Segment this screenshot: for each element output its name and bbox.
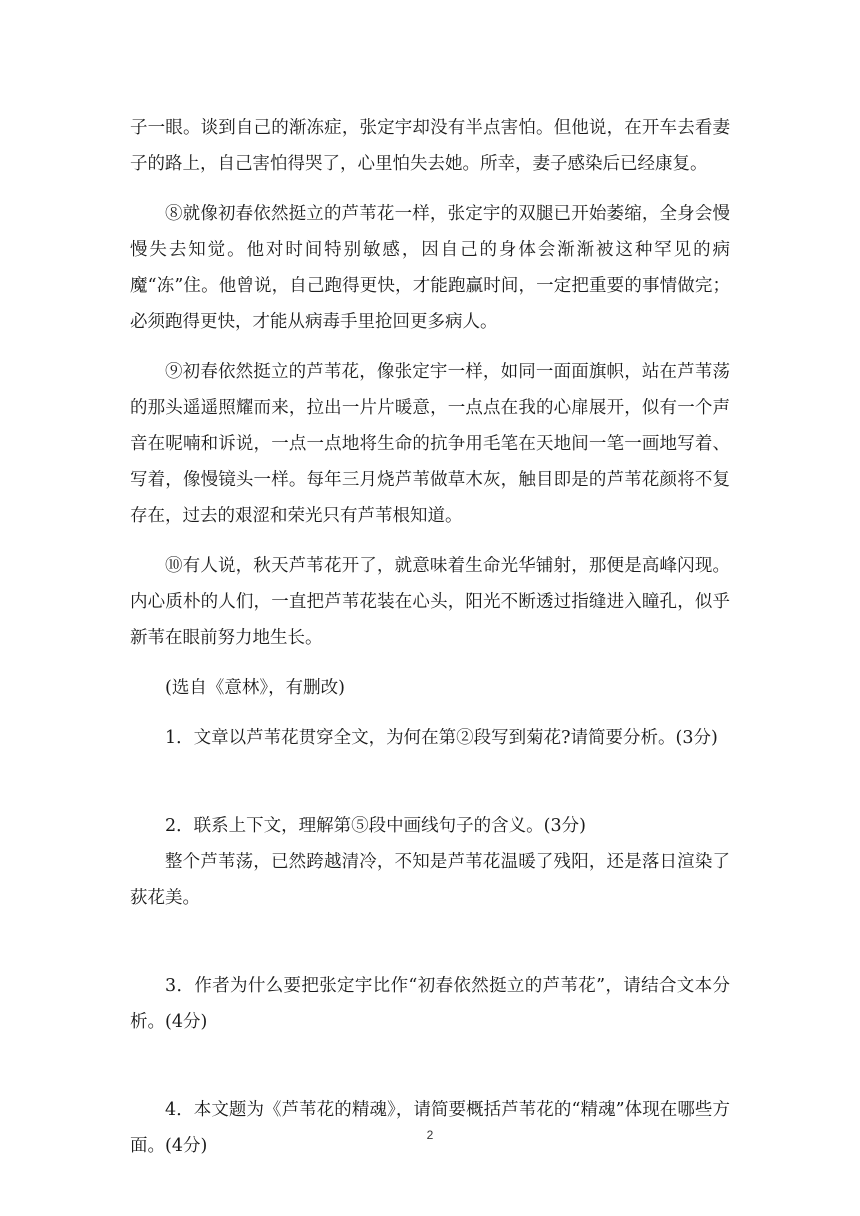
paragraph-8: ⑧就像初春依然挺立的芦苇花一样，张定宇的双腿已开始萎缩，全身会慢慢失去知觉。他对时间特别敏感，因自己的身体会渐渐被这种罕见的病魔“冻”住。他曾说，自己跑得更快，才能跑赢时间，一定把重要的事情做完；必须跑得更快，才能从病毒手里抢回更多病人。 [130,204,730,332]
question-2-quote: 整个芦苇荡，已然跨越清冷，不知是芦苇花温暖了残阳，还是落日渲染了荻花美。 [130,852,730,908]
question-3: 3．作者为什么要把张定宇比作“初春依然挺立的芦苇花”，请结合文本分析。(4分) [130,976,730,1032]
paragraph-9: ⑨初春依然挺立的芦苇花，像张定宇一样，如同一面面旗帜，站在芦苇荡的那头遥遥照耀而来，拉出一片片暖意，一点点在我的心扉展开，似有一个声音在呢喃和诉说，一点一点地将生命的抗争用毛笔在天地间一笔一画地写着、写着，像慢镜头一样。每年三月烧芦苇做草木灰，触目即是的芦苇花颜将不复存在，过去的艰涩和荣光只有芦苇根知道。 [130,362,730,526]
paragraph-10: ⑩有人说，秋天芦苇花开了，就意味着生命光华铺射，那便是高峰闪现。内心质朴的人们，一直把芦苇花装在心头，阳光不断透过指缝进入瞳孔，似乎新苇在眼前努力地生长。 [130,556,730,648]
question-2: 2．联系上下文，理解第⑤段中画线句子的含义。(3分) [165,816,586,836]
question-1: 1．文章以芦苇花贯穿全文，为何在第②段写到菊花?请简要分析。(3分) [165,728,718,748]
document-body [130,110,730,1164]
page-number: 2 [426,1128,434,1142]
question-4: 4．本文题为《芦苇花的精魂》，请简要概括芦苇花的“精魂”体现在哪些方面。(4分) [130,1100,730,1156]
paragraph-7-continued: 子一眼。谈到自己的渐冻症，张定宇却没有半点害怕。但他说，在开车去看妻子的路上，自己害怕得哭了，心里怕失去她。所幸，妻子感染后已经康复。 [130,118,730,174]
source-citation: (选自《意林》，有删改) [165,678,345,698]
